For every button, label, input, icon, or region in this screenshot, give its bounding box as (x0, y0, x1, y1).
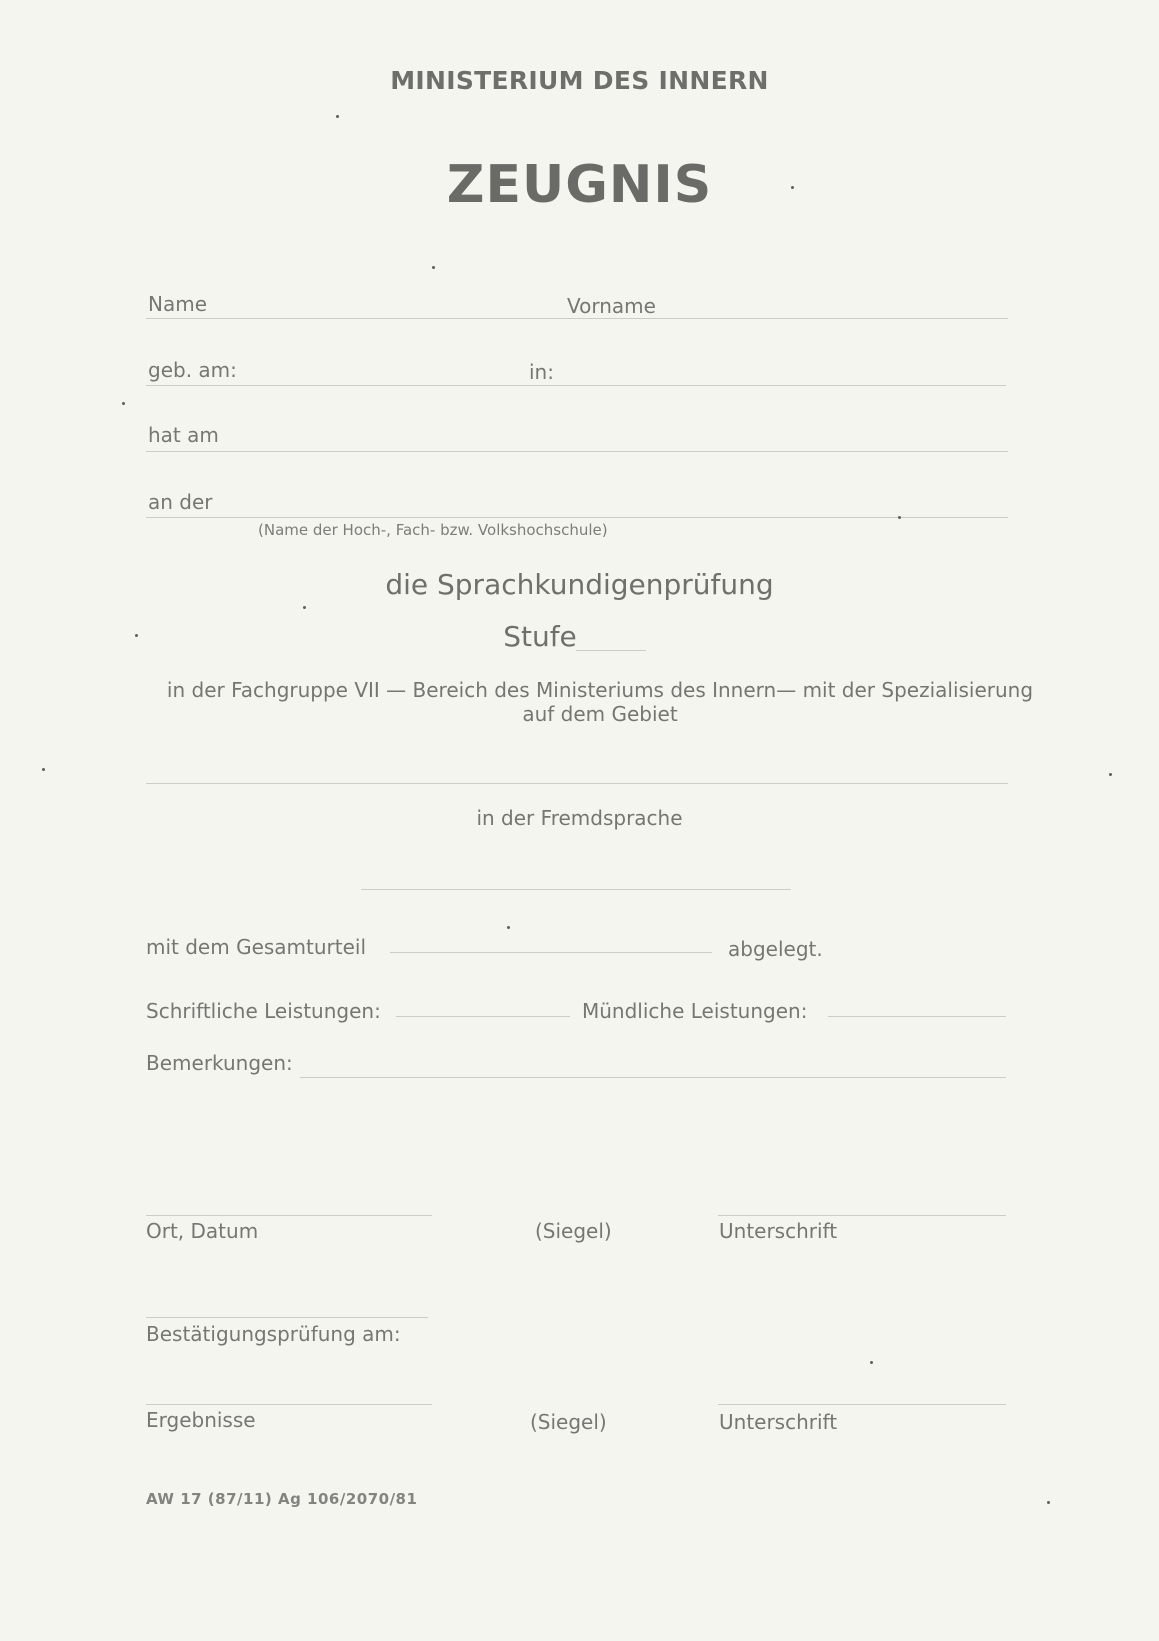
name-label: Name (148, 292, 208, 316)
paper-speck (1047, 1501, 1050, 1504)
place-date-label: Ort, Datum (146, 1219, 259, 1243)
confirmation-date-line[interactable] (146, 1317, 428, 1318)
date-field-line[interactable] (146, 451, 1008, 452)
results-line[interactable] (146, 1404, 432, 1405)
paper-speck (336, 115, 339, 118)
seal-label: (Siegel) (535, 1219, 612, 1243)
paper-speck (432, 266, 435, 269)
confirmation-signature-line[interactable] (718, 1404, 1006, 1405)
institution-hint: (Name der Hoch-, Fach- bzw. Volkshochschule) (258, 521, 608, 539)
paper-speck (122, 402, 125, 405)
abgelegt-label: abgelegt. (728, 937, 823, 961)
oral-label: Mündliche Leistungen: (582, 999, 808, 1023)
signature-line[interactable] (718, 1215, 1006, 1216)
paper-speck (791, 186, 794, 189)
language-field-line[interactable] (361, 889, 791, 890)
birthplace-label: in: (529, 360, 554, 384)
paper-speck (507, 926, 510, 929)
paper-speck (303, 606, 306, 609)
institution-label: an der (148, 490, 213, 514)
confirmation-label: Bestätigungsprüfung am: (146, 1322, 401, 1346)
birth-field-line[interactable] (146, 385, 1006, 386)
paper-speck (898, 516, 901, 519)
date-label: hat am (148, 423, 219, 447)
specialization-field-line[interactable] (146, 783, 1008, 784)
confirmation-seal-label: (Siegel) (530, 1410, 607, 1434)
ministry-header: MINISTERIUM DES INNERN (390, 66, 769, 95)
institution-field-line[interactable] (146, 517, 1008, 518)
vorname-label: Vorname (567, 294, 656, 318)
exam-name: die Sprachkundigenprüfung (385, 568, 774, 601)
results-label: Ergebnisse (146, 1408, 256, 1432)
stufe-field-line[interactable] (576, 650, 646, 651)
confirmation-signature-label: Unterschrift (719, 1410, 838, 1434)
document-title: ZEUGNIS (446, 155, 713, 215)
oral-grade-line[interactable] (828, 1016, 1006, 1017)
paper-speck (1109, 773, 1112, 776)
specialization-text: in der Fachgruppe VII — Bereich des Ministeriums des Innern— mit der Spezialisierung auf dem Gebiet (166, 678, 1034, 726)
name-field-line[interactable] (146, 318, 1008, 319)
written-label: Schriftliche Leistungen: (146, 999, 381, 1023)
remarks-label: Bemerkungen: (146, 1051, 293, 1075)
paper-speck (870, 1361, 873, 1364)
overall-grade-line[interactable] (390, 952, 712, 953)
paper-speck (135, 634, 138, 637)
overall-grade-label: mit dem Gesamturteil (146, 935, 367, 959)
remarks-line[interactable] (300, 1077, 1006, 1078)
paper-speck (42, 768, 45, 771)
birthdate-label: geb. am: (148, 358, 237, 382)
signature-label: Unterschrift (719, 1219, 838, 1243)
written-grade-line[interactable] (396, 1016, 570, 1017)
stufe-label: Stufe (503, 620, 577, 653)
place-date-line[interactable] (146, 1215, 432, 1216)
language-label: in der Fremdsprache (476, 806, 683, 830)
form-code: AW 17 (87/11) Ag 106/2070/81 (146, 1490, 418, 1508)
